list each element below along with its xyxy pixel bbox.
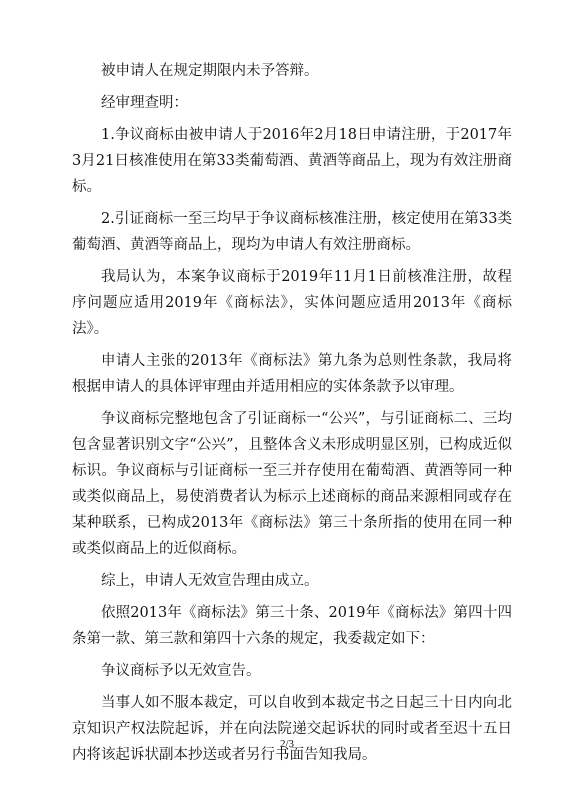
paragraph-applicable-law: 我局认为，本案争议商标于2019年11月1日前核准注册，故程序问题应适用2019年《商标法》，实体问题应适用2013年《商标法》。 xyxy=(72,269,512,337)
page-number: 2/3 xyxy=(279,738,295,750)
paragraph-conclusion: 综上，申请人无效宣告理由成立。 xyxy=(101,573,319,589)
paragraph-finding-1: 1.争议商标由被申请人于2016年2月18日申请注册，于2017年3月21日核准使用在第33类葡萄酒、黄酒等商品上，现为有效注册商标。 xyxy=(72,127,512,195)
paragraph-similarity-analysis: 争议商标完整地包含了引证商标一“公兴”，与引证商标二、三均包含显著识别文字“公兴”，且整体含义未形成明显区别，已构成近似标识。争议商标与引证商标一至三并存使用在葡萄酒、黄酒等同一种或类似商品上，易使消费者认为标示上述商标的商品来源相同或存在某种联系，已构成2013年《商标法》第三十条所指的使用在同一种或类似商品上的近似商标。 xyxy=(72,411,512,557)
paragraph-finding-2: 2.引证商标一至三均早于争议商标核准注册，核定使用在第33类葡萄酒、黄酒等商品上，现均为申请人有效注册商标。 xyxy=(72,211,512,253)
paragraph-findings-heading: 经审理查明： xyxy=(101,95,188,111)
document-body xyxy=(72,58,512,774)
paragraph-legal-basis: 依照2013年《商标法》第三十条、2019年《商标法》第四十四条第一款、第三款和第四十六条的规定，我委裁定如下： xyxy=(72,605,512,647)
paragraph-no-defense: 被申请人在规定期限内未予答辩。 xyxy=(101,63,319,79)
paragraph-appeal-notice: 当事人如不服本裁定，可以自收到本裁定书之日起三十日内向北京知识产权法院起诉，并在向法院递交起诉状的同时或者至迟十五日内将该起诉状副本抄送或者另行书面告知我局。 xyxy=(72,695,512,763)
paragraph-article-9: 申请人主张的2013年《商标法》第九条为总则性条款，我局将根据申请人的具体评审理由并适用相应的实体条款予以审理。 xyxy=(72,353,512,395)
paragraph-ruling: 争议商标予以无效宣告。 xyxy=(101,663,261,679)
